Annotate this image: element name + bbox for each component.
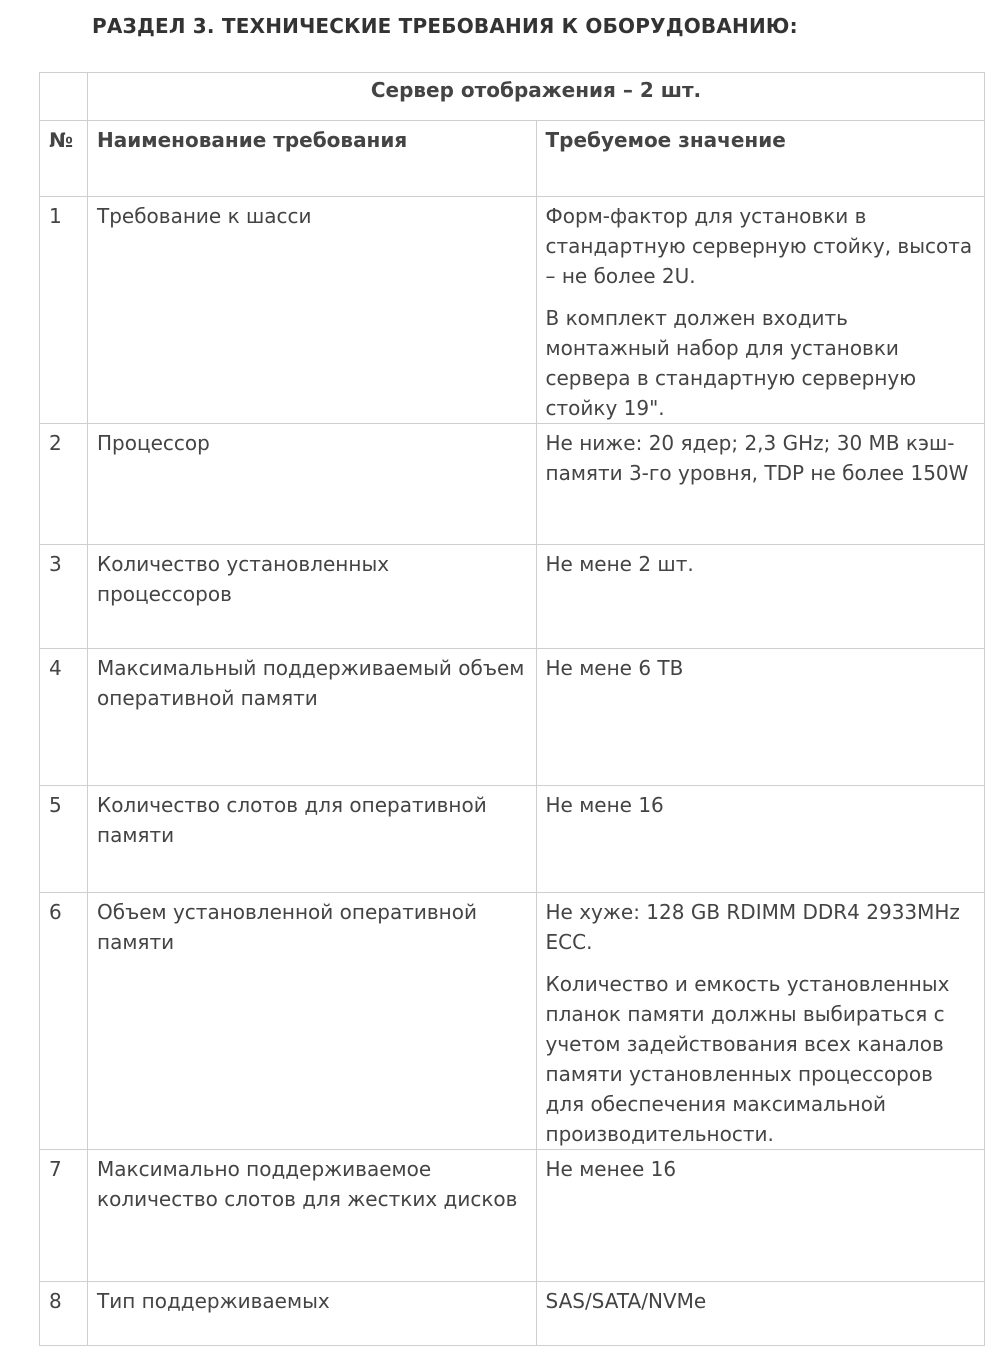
value-paragraph: SAS/SATA/NVMe	[545, 1289, 707, 1313]
row-value	[536, 1282, 985, 1346]
header-num: №	[40, 121, 88, 197]
empty-cell	[40, 73, 88, 121]
row-value	[536, 649, 985, 786]
row-num: 1	[40, 197, 88, 424]
row-name: Требование к шасси	[88, 197, 537, 424]
value-paragraph: Не менее 16	[545, 1157, 677, 1181]
value-paragraph: Не ниже: 20 ядер; 2,3 GHz; 30 MB кэш-памяти 3-го уровня, TDP не более 150W	[545, 431, 969, 485]
row-num: 8	[40, 1282, 88, 1346]
row-value	[536, 786, 985, 893]
section-title: РАЗДЕЛ 3. ТЕХНИЧЕСКИЕ ТРЕБОВАНИЯ К ОБОРУДОВАНИЮ:	[92, 14, 798, 38]
row-name: Тип поддерживаемых	[88, 1282, 537, 1346]
row-num: 6	[40, 893, 88, 1150]
row-num: 3	[40, 545, 88, 649]
table-row	[40, 893, 985, 1150]
value-paragraph: Не мене 2 шт.	[545, 552, 694, 576]
row-name: Количество установленных процессоров	[88, 545, 537, 649]
row-name: Объем установленной оперативной памяти	[88, 893, 537, 1150]
row-value	[536, 424, 985, 545]
header-value: Требуемое значение	[536, 121, 985, 197]
value-paragraph: Количество и емкость установленных планок памяти должны выбираться с учетом задействования всех каналов памяти установленных процессоров для обеспечения максимальной производительности.	[545, 972, 950, 1146]
row-value	[536, 197, 985, 424]
table-row	[40, 1150, 985, 1282]
row-num: 7	[40, 1150, 88, 1282]
row-num: 2	[40, 424, 88, 545]
row-name: Количество слотов для оперативной памяти	[88, 786, 537, 893]
row-num: 4	[40, 649, 88, 786]
row-value	[536, 545, 985, 649]
row-name: Максимально поддерживаемое количество слотов для жестких дисков	[88, 1150, 537, 1282]
value-paragraph: Не мене 6 ТВ	[545, 656, 684, 680]
value-paragraph: Не мене 16	[545, 793, 664, 817]
value-paragraph: Форм-фактор для установки в стандартную серверную стойку, высота – не более 2U.	[545, 204, 973, 288]
value-paragraph: Не хуже: 128 GB RDIMM DDR4 2933MHz ECC.	[545, 900, 960, 954]
row-name: Процессор	[88, 424, 537, 545]
table-row	[40, 545, 985, 649]
row-num: 5	[40, 786, 88, 893]
table-row	[40, 197, 985, 424]
row-value	[536, 893, 985, 1150]
row-value	[536, 1150, 985, 1282]
column-header-row	[40, 121, 985, 197]
table-row	[40, 649, 985, 786]
table-row	[40, 1282, 985, 1346]
header-name: Наименование требования	[88, 121, 537, 197]
table-row	[40, 786, 985, 893]
row-name: Максимальный поддерживаемый объем оперативной памяти	[88, 649, 537, 786]
server-header-row	[40, 73, 985, 121]
value-paragraph: В комплект должен входить монтажный набор для установки сервера в стандартную серверную стойку 19".	[545, 306, 917, 420]
server-title: Сервер отображения – 2 шт.	[88, 73, 985, 121]
table-row	[40, 424, 985, 545]
requirements-table	[39, 72, 985, 1346]
